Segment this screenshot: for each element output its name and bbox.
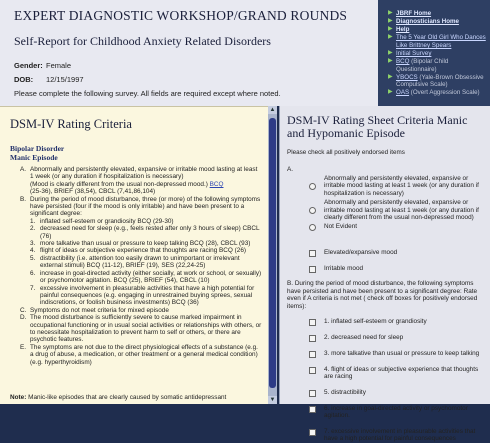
criterion-d: D. The mood disturbance is sufficiently severe to cause marked impairment in occupational functioning or in usual social activities or relationships with others, or to necessitate hospitalization to prevent harm to self or others, or there are psychotic features. <box>20 314 262 344</box>
nav-item-diagnosticians-home[interactable]: ▶ Diagnosticians Home <box>388 18 459 26</box>
criterion-b-text: B. During the period of mood disturbance, the following symptoms have persisted and have been present to a significant degree: Rate even if A criteria is not met ( check off boxes for positively endorsed items): <box>287 280 478 310</box>
checkbox-option[interactable]: 4. flight of ideas or subjective experience that thoughts are racing <box>287 366 484 381</box>
dob-label: DOB: <box>14 75 34 84</box>
radio-option[interactable]: Not Evident <box>287 223 484 231</box>
rating-sheet-panel[interactable] <box>279 106 490 443</box>
scroll-down-icon[interactable]: ▼ <box>269 397 276 403</box>
dob-value: 12/15/1997 <box>46 75 84 84</box>
checkbox[interactable] <box>309 351 316 358</box>
checkbox-option[interactable]: 1. inflated self-esteem or grandiosity <box>287 318 484 326</box>
list-item: 4. flight of ideas or subjective experience that thoughts are racing BCQ (26) <box>30 247 247 255</box>
criterion-a: A. Abnormally and persistently elevated, expansive or irritable mood lasting at least 1 week (or any duration if hospitalization is necessary) (Mood is clearly different from the usual non-depressed mood.) BCQ (25-36), BRIEF (38,54), CBCL (7,41,86,104) <box>20 166 258 196</box>
patient-info <box>14 61 368 84</box>
nav-item-bcq[interactable]: ▶ BCQ (Bipolar Child Questionnaire) <box>388 58 449 73</box>
checkbox[interactable] <box>309 429 316 436</box>
gender-label: Gender: <box>14 61 43 70</box>
radio-button[interactable] <box>309 207 316 214</box>
rating-sheet-title: DSM-IV Rating Sheet Criteria Manic and Hypomanic Episode <box>287 113 468 140</box>
section-heading: Bipolar Disorder Manic Episode <box>10 144 65 162</box>
checkbox[interactable] <box>309 367 316 374</box>
list-item: 6. increase in goal-directed activity (either socially, at work or school, or sexually) or psychomotor agitation. BCQ (25), BRIEF (54), CBCL (10) <box>30 269 262 285</box>
checkbox[interactable] <box>309 250 316 257</box>
checkbox-option[interactable]: Irritable mood <box>287 265 484 273</box>
list-item: 5. distractibility (i.e. attention too easily drawn to unimportant or irrelevant external stimuli) BCQ (11-12), BRIEF (19), SES (22,24-25) <box>30 254 240 270</box>
checkbox[interactable] <box>309 406 316 413</box>
page-subtitle: Self-Report for Childhood Anxiety Related Disorders <box>14 34 271 48</box>
nav-item-jbrf-home[interactable]: ▶ JBRF Home <box>388 10 432 17</box>
instruction-text: Please complete the following survey. All fields are required except where noted. <box>14 89 281 98</box>
checkbox-option[interactable]: 7. excessive involvement in pleasurable activities that have a high potential for painful consequences <box>287 428 484 443</box>
arrow-icon: ▶ <box>388 18 393 25</box>
arrow-icon: ▶ <box>388 49 393 56</box>
list-item: 3. more talkative than usual or pressure to keep talking BCQ (28), CBCL (93) <box>30 240 251 248</box>
checkbox-option[interactable]: 2. decreased need for sleep <box>287 334 484 342</box>
scroll-up-icon[interactable]: ▲ <box>269 107 276 113</box>
gender-value: Female <box>46 61 72 70</box>
radio-button[interactable] <box>309 183 316 190</box>
arrow-icon: ▶ <box>388 73 393 80</box>
nav-item-help[interactable]: ▶ Help <box>388 26 410 34</box>
criterion-e: E. The symptoms are not due to the direct physiological effects of a substance (e.g. a drug of abuse, a medication, or other treatment or a general medical condition) (e.g. hyperthyroidism) <box>20 343 258 366</box>
arrow-icon: ▶ <box>388 10 393 16</box>
bcq-link[interactable]: BCQ <box>209 180 224 188</box>
nav-item-ybocs[interactable]: ▶ YBOCS (Yale-Brown Obsessive Compulsive Scale) <box>388 73 484 89</box>
radio-button[interactable] <box>309 224 316 231</box>
sidebar-nav <box>378 0 490 106</box>
list-item: 7. excessive involvement in pleasurable activities that have a high potential for painful consequences (e.g. engaging in unrestrained buying sprees, sexual indiscretions, or foolish business investments) BCQ (36) <box>30 284 255 307</box>
arrow-icon: ▶ <box>388 26 393 33</box>
radio-option[interactable]: Abnormally and persistently elevated, expansive or irritable mood lasting at least 1 week (or any duration if clearly different from the usual non-depressed mood) <box>287 199 484 221</box>
arrow-icon: ▶ <box>388 58 393 65</box>
criterion-b: B. During the period of mood disturbance, three (or more) of the following symptoms have persisted (four if the mood is only irritable) and have been present to a significant degree: <box>20 195 261 218</box>
checkbox-option[interactable]: Elevated/expansive mood <box>287 249 484 257</box>
criterion-a-label: A. <box>287 166 294 173</box>
nav-item-oas[interactable]: ▶ OAS (Overt Aggression Scale) <box>388 89 480 97</box>
list-item: 1. inflated self-esteem or grandiosity BCQ (29-30) <box>30 217 174 225</box>
note-text: Note: Manic-like episodes that are clearly caused by somatic antidepressant <box>10 394 262 404</box>
vertical-scrollbar[interactable] <box>268 106 277 404</box>
checkbox-option[interactable]: 5. distractibility <box>287 389 484 397</box>
check-all-text: Please check all positively endorsed items <box>287 149 405 156</box>
criteria-text <box>10 166 262 366</box>
criterion-c: C. Symptoms do not meet criteria for mixed episode <box>20 306 169 314</box>
list-item: 2. decreased need for sleep (e.g., feels rested after only 3 hours of sleep) CBCL (76) <box>30 225 260 240</box>
page-title: EXPERT DIAGNOSTIC WORKSHOP/GRAND ROUNDS <box>14 8 348 23</box>
checkbox-option[interactable]: 3. more talkative than usual or pressure to keep talking <box>287 350 484 358</box>
checkbox[interactable] <box>309 390 316 397</box>
checkbox[interactable] <box>309 335 316 342</box>
radio-option[interactable]: Abnormally and persistently elevated, expansive or irritable mood lasting at least 1 week (or any duration if hospitalization is necessary) <box>287 175 484 197</box>
arrow-icon: ▶ <box>388 34 393 41</box>
scroll-thumb[interactable] <box>269 118 276 388</box>
nav-item-initial-survey[interactable]: ▶ Initial Survey <box>388 49 432 57</box>
arrow-icon: ▶ <box>388 89 393 96</box>
criteria-panel[interactable] <box>0 106 268 404</box>
header-panel <box>0 0 378 106</box>
criteria-title: DSM-IV Rating Criteria <box>10 117 132 131</box>
nav-item-case[interactable]: ▶ The 5 Year Old Girl Who Dances Like Brittney Spears <box>388 34 486 49</box>
checkbox-option[interactable]: 6. increase in goal-directed activity or psychomotor agitation. <box>287 405 484 420</box>
checkbox[interactable] <box>309 266 316 273</box>
checkbox[interactable] <box>309 319 316 326</box>
